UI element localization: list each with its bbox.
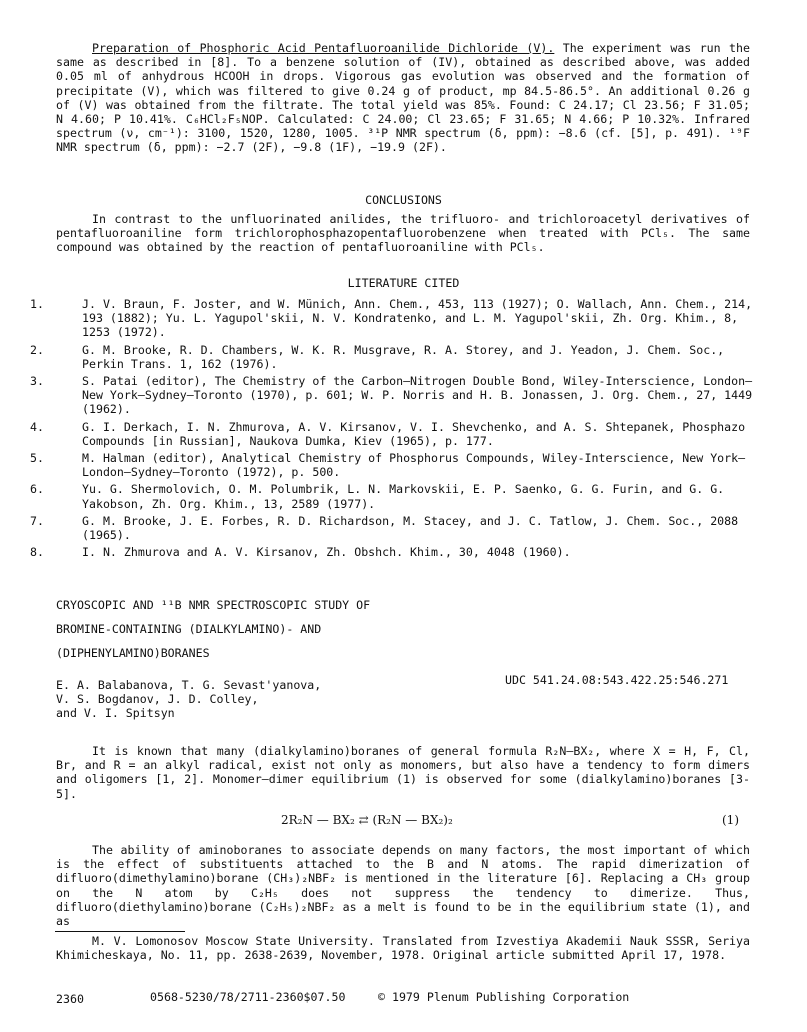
article-title-line: (DIPHENYLAMINO)BORANES [56, 646, 210, 661]
article-title [56, 598, 556, 671]
equation-number: (1) [722, 813, 739, 827]
reference-number: 3. [30, 374, 44, 389]
reference-text: G. M. Brooke, J. E. Forbes, R. D. Richardson, M. Stacey, and J. C. Tatlow, J. Chem. Soc., 2088 (1965). [82, 513, 739, 543]
reference-item [30, 482, 760, 510]
page-number: 2360 [56, 992, 84, 1006]
reference-list [30, 297, 760, 562]
reference-text: S. Patai (editor), The Chemistry of the Carbon—Nitrogen Double Bond, Wiley-Interscience, London—New York—Sydney—Toronto (1970), p. 601; W. P. Norris and H. B. Jonassen, J. Org. Chem., 27, 1449 (1962). [82, 374, 753, 417]
reference-text: Yu. G. Shermolovich, O. M. Polumbrik, L. N. Markovskii, E. P. Saenko, G. G. Furin, and G. G. Yakobson, Zh. Org. Khim., 13, 2589 (1977). [82, 482, 725, 511]
reference-number: 7. [30, 513, 44, 528]
author-line: E. A. Balabanova, T. G. Sevast'yanova, [56, 678, 322, 692]
udc-code: UDC 541.24.08:543.422.25:546.271 [505, 673, 729, 687]
author-line: V. S. Bogdanov, J. D. Colley, [56, 692, 259, 707]
reference-text: G. I. Derkach, I. N. Zhmurova, A. V. Kirsanov, V. I. Shevchenko, and A. S. Shtepanek, Phosphazo Compounds [in Russian], Naukova Dumka, Kiev (1965), p. 177. [82, 419, 746, 448]
prep-text: The experiment was run the same as described in [8]. To a benzene solution of (IV), obtained as described above, was added 0.05 ml of anhydrous HCOOH in drops. Vigorous gas evolution was observed and the formation of precipitate (V), which was filtered to give 0.24 g of product, mp 84.5-86.5°. An additional 0.26 g of (V) was obtained from the filtrate. The total yield was 85%. Found: C 24.17; Cl 23.56; F 31.05; N 4.60; P 10.41%. C₆HCl₂F₅NOP. Calculated: C 24.00; Cl 23.65; F 31.65; N 4.66; P 10.32%. Infrared spectrum (ν, cm⁻¹): 3100, 1520, 1280, 1005. ³¹P NMR spectrum (δ, ppm): −8.6 (cf. [5], p. 491). ¹⁹F NMR spectrum (δ, ppm): −2.7 (2F), −9.8 (1F), −19.9 (2F). [56, 41, 751, 155]
reference-item [30, 297, 760, 340]
reference-item [30, 343, 760, 371]
article-title-line: BROMINE-CONTAINING (DIALKYLAMINO)- AND [56, 622, 322, 637]
reference-item [30, 545, 760, 559]
equation-formula: 2R₂N — BX₂ ⇄ (R₂N — BX₂)₂ [281, 813, 453, 827]
reference-number: 5. [30, 451, 44, 466]
reference-number: 8. [30, 545, 44, 560]
reference-number: 6. [30, 482, 44, 497]
author-line: and V. I. Spitsyn [56, 706, 175, 721]
reference-item [30, 374, 760, 417]
reference-item [30, 451, 760, 479]
conclusions-heading: CONCLUSIONS [365, 193, 442, 207]
reference-item [30, 514, 760, 542]
article-title-line: CRYOSCOPIC AND ¹¹B NMR SPECTROSCOPIC STUDY OF [56, 598, 371, 612]
conclusions-text: In contrast to the unfluorinated anilides, the trifluoro- and trichloroacetyl derivatives of pentafluoroaniline form trichlorophosphazopentafluorobenzene when treated with PCl₅. The same compound was obtained by the reaction of pentafluoroaniline with PCl₅. [56, 212, 750, 255]
intro-paragraph: It is known that many (dialkylamino)boranes of general formula R₂N—BX₂, where X = H, F, Cl, Br, and R = an alkyl radical, exist not only as monomers, but also have a tendency to form dimers and oligomers [1, 2]. Monomer—dimer equilibrium (1) is observed for some (dialkylamino)boranes [3-5]. [56, 744, 750, 801]
prep-heading: Preparation of Phosphoric Acid Pentafluoroanilide Dichloride (V). [92, 41, 555, 55]
reference-text: J. V. Braun, F. Joster, and W. Münich, Ann. Chem., 453, 113 (1927); O. Wallach, Ann. Chem., 214, 193 (1882); Yu. L. Yagupol'skii, N. V. Kondratenko, and L. M. Yagupol'skii, Zh. Org. Khim., 8, 1253 (1972). [82, 297, 753, 340]
copyright-notice: © 1979 Plenum Publishing Corporation [378, 990, 630, 1004]
reference-number: 1. [30, 297, 44, 311]
reference-text: G. M. Brooke, R. D. Chambers, W. K. R. Musgrave, R. A. Storey, and J. Yeadon, J. Chem. Soc., Perkin Trans. 1, 162 (1976). [82, 342, 725, 371]
article-code: 0568-5230/78/2711-2360$07.50 [150, 990, 346, 1004]
literature-heading: LITERATURE CITED [347, 276, 460, 290]
reference-number: 4. [30, 419, 44, 434]
footnote-divider [55, 931, 185, 932]
reference-item [30, 420, 760, 448]
prep-paragraph [56, 41, 750, 155]
body-paragraph: The ability of aminoboranes to associate depends on many factors, the most important of which is the effect of substituents attached to the B and N atoms. The rapid dimerization of difluoro(dimethylamino)borane (CH₃)₂NBF₂ is mentioned in the literature [6]. Replacing a CH₃ group on the N atom by C₂H₅ does not suppress the tendency to dimerize. Thus, difluoro(diethylamino)borane (C₂H₅)₂NBF₂ as a melt is found to be in the equilibrium state (1), and as [56, 843, 750, 929]
reference-text: M. Halman (editor), Analytical Chemistry of Phosphorus Compounds, Wiley-Interscience, New York—London—Sydney—Toronto (1972), p. 500. [82, 451, 746, 480]
author-list [56, 678, 416, 721]
footnote: M. V. Lomonosov Moscow State University. Translated from Izvestiya Akademii Nauk SSSR, Seriya Khimicheskaya, No. 11, pp. 2638-2639, November, 1978. Original article submitted April 17, 1978. [56, 934, 750, 963]
reference-number: 2. [30, 342, 44, 357]
reference-text: I. N. Zhmurova and A. V. Kirsanov, Zh. Obshch. Khim., 30, 4048 (1960). [82, 545, 571, 560]
